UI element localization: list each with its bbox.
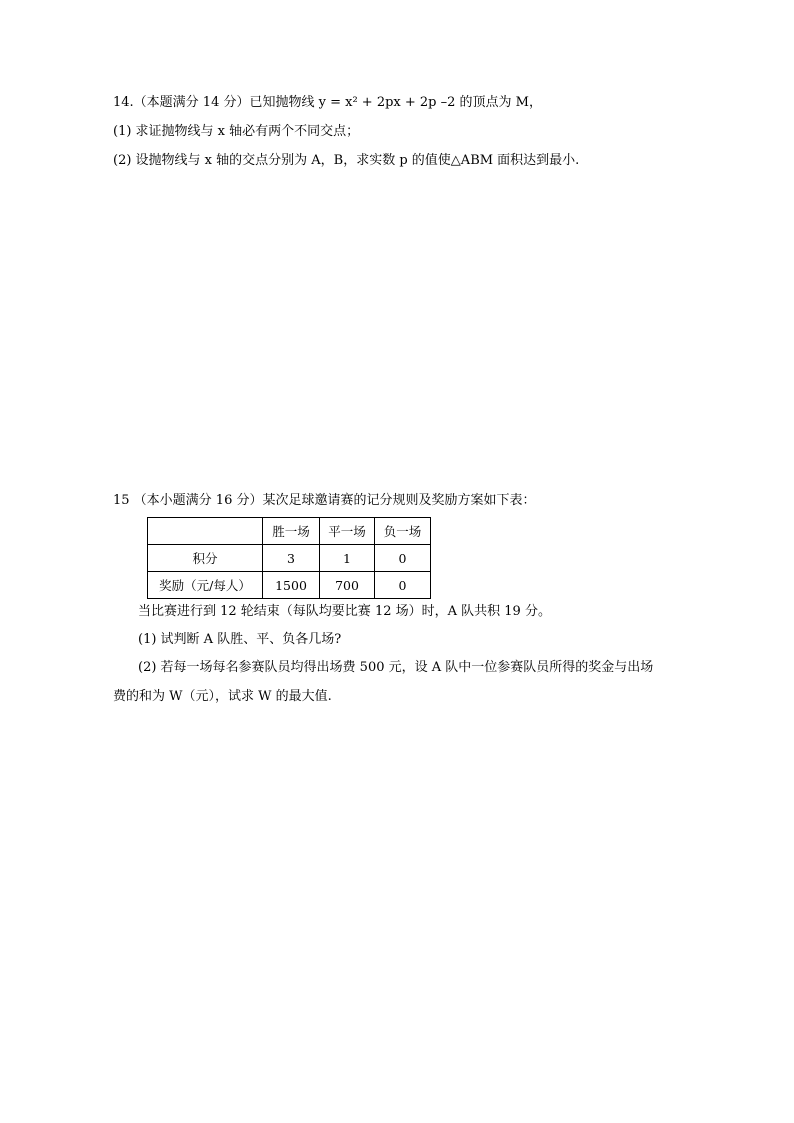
table-row bbox=[148, 545, 431, 572]
table-header-cell bbox=[148, 518, 263, 545]
table-header-row bbox=[148, 518, 431, 545]
scoring-table bbox=[147, 517, 431, 599]
table-cell: 700 bbox=[320, 572, 375, 599]
table-row bbox=[148, 572, 431, 599]
question-15-statement: 当比赛进行到 12 轮结束（每队均要比赛 12 场）时，A 队共积 19 分。 bbox=[138, 604, 551, 619]
table-cell: 积分 bbox=[148, 545, 263, 572]
table-cell: 3 bbox=[263, 545, 320, 572]
table-cell: 1500 bbox=[263, 572, 320, 599]
table-cell: 奖励（元/每人） bbox=[148, 572, 263, 599]
table-cell: 1 bbox=[320, 545, 375, 572]
question-15-part-1: (1) 试判断 A 队胜、平、负各几场? bbox=[138, 632, 342, 647]
table-cell: 0 bbox=[375, 545, 431, 572]
question-15-part-2-continued: 费的和为 W（元），试求 W 的最大值. bbox=[113, 689, 332, 704]
question-14-part-1: (1) 求证抛物线与 x 轴必有两个不同交点； bbox=[113, 124, 360, 139]
question-14-part-2: (2) 设抛物线与 x 轴的交点分别为 A，B，求实数 p 的值使△ABM 面积达到最小. bbox=[113, 153, 580, 168]
table-cell: 0 bbox=[375, 572, 431, 599]
table-header-cell: 平一场 bbox=[320, 518, 375, 545]
table-header-cell: 负一场 bbox=[375, 518, 431, 545]
question-15-title: 15 （本小题满分 16 分）某次足球邀请赛的记分规则及奖励方案如下表： bbox=[113, 493, 536, 508]
table-header-cell: 胜一场 bbox=[263, 518, 320, 545]
question-14-title: 14.（本题满分 14 分）已知抛物线 y = x² + 2px + 2p –2 的顶点为 M， bbox=[113, 95, 542, 110]
question-15-part-2: (2) 若每一场每名参赛队员均得出场费 500 元，设 A 队中一位参赛队员所得的奖金与出场 bbox=[138, 660, 654, 675]
